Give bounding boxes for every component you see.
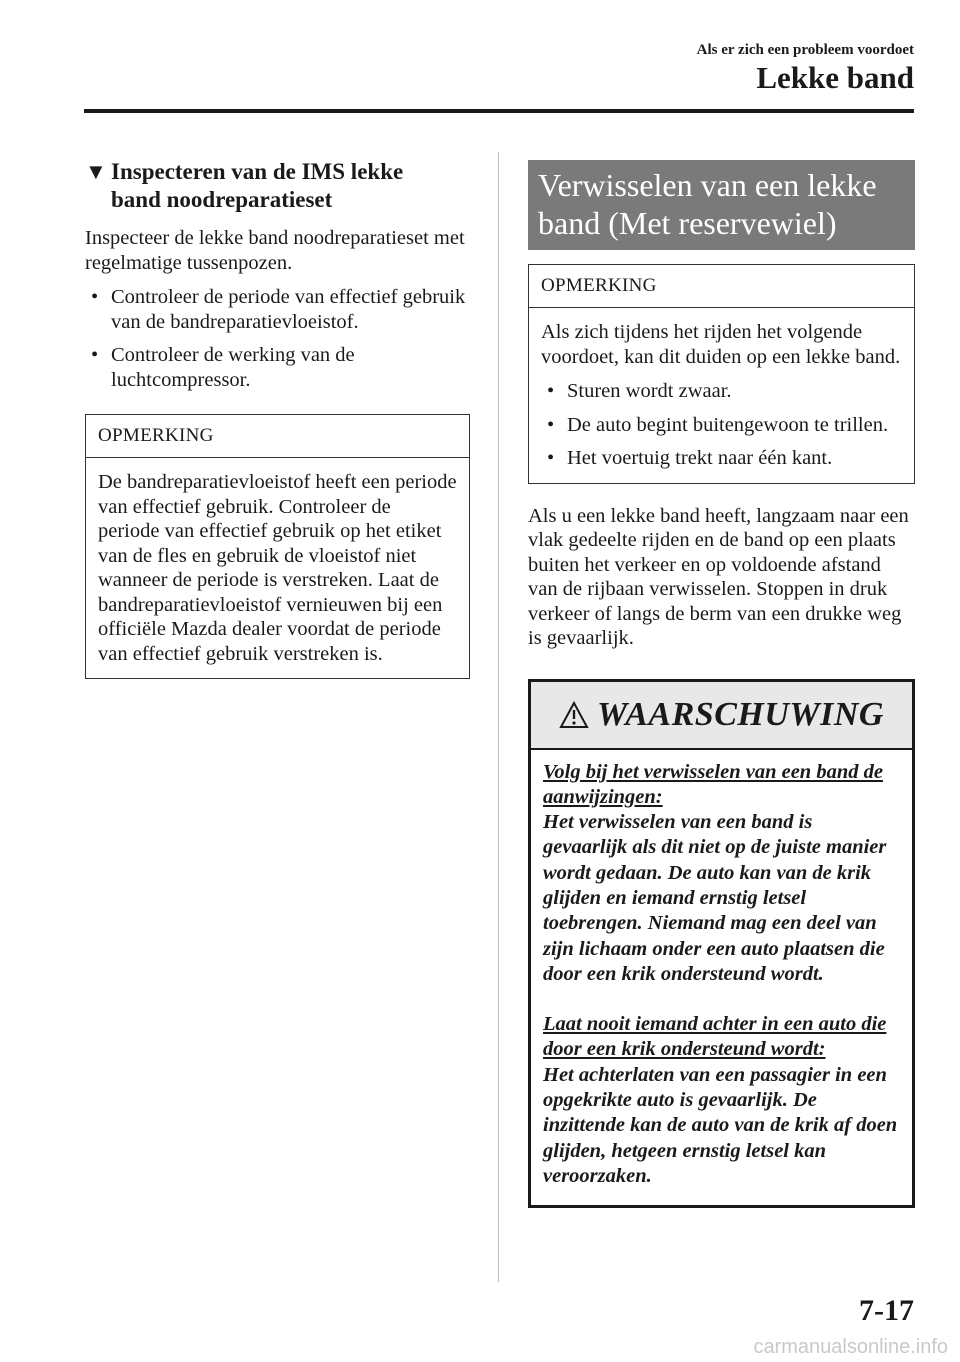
note-box bbox=[528, 264, 915, 484]
warning-heading-2: Laat nooit iemand achter in een auto die door een krik ondersteund wordt: bbox=[543, 1013, 887, 1061]
list-item-text: Controleer de periode van effectief gebruik van de bandreparatievloeistof. bbox=[111, 286, 466, 333]
page-number: 7-17 bbox=[859, 1294, 914, 1327]
bullet-list bbox=[541, 379, 902, 471]
list-item bbox=[541, 379, 902, 404]
warning-box bbox=[528, 679, 915, 1209]
section-heading-line1: Inspecteren van de IMS lekke bbox=[111, 159, 404, 184]
banner-line2: band (Met reservewiel) bbox=[538, 205, 837, 241]
warning-title: WAARSCHUWING bbox=[597, 695, 884, 733]
triangle-down-icon: ▼ bbox=[85, 159, 107, 184]
section-banner bbox=[528, 160, 915, 250]
column-divider bbox=[498, 152, 499, 1282]
right-column bbox=[528, 160, 915, 1208]
header-rule bbox=[84, 109, 914, 113]
warning-body bbox=[531, 750, 912, 1206]
note-text: De bandreparatievloeistof heeft een periode van effectief gebruik. Controleer de periode van effectief gebruik op het etiket van de fles en gebruik de vloeistof niet wanneer de periode is verstreken. Laat de bandreparatievloeistof vernieuwen bij een officiële Mazda dealer voordat de periode van effectief gebruik verstreken is. bbox=[98, 471, 457, 665]
bullet-icon: • bbox=[91, 344, 99, 366]
list-item-text: Controleer de werking van de luchtcompressor. bbox=[111, 344, 355, 391]
bullet-list bbox=[85, 285, 470, 392]
list-item bbox=[85, 343, 470, 392]
note-title: OPMERKING bbox=[86, 415, 469, 458]
note-text: Als zich tijdens het rijden het volgende voordoet, kan dit duiden op een lekke band. bbox=[541, 321, 901, 368]
warning-text-2: Het achterlaten van een passagier in een opgekrikte auto is gevaarlijk. De inzittende kan de auto van de krik af doen glijden, hetgeen ernstig letsel kan veroorzaken. bbox=[543, 1063, 898, 1187]
list-item bbox=[541, 446, 902, 471]
note-box bbox=[85, 414, 470, 679]
bullet-icon: • bbox=[91, 286, 99, 308]
note-title: OPMERKING bbox=[529, 265, 914, 308]
list-item-text: Het voertuig trekt naar één kant. bbox=[567, 447, 833, 469]
chapter-subtitle: Als er zich een probleem voordoet bbox=[696, 42, 914, 58]
bullet-icon: • bbox=[547, 447, 555, 469]
list-item-text: Sturen wordt zwaar. bbox=[567, 380, 732, 402]
section-heading bbox=[85, 158, 470, 214]
intro-text: Inspecteer de lekke band noodreparatieset met regelmatige tussenpozen. bbox=[85, 227, 465, 274]
list-item bbox=[85, 285, 470, 334]
bullet-icon: • bbox=[547, 380, 555, 402]
warning-heading-1: Volg bij het verwisselen van een band de aanwijzingen: bbox=[543, 760, 883, 808]
body-paragraph: Als u een lekke band heeft, langzaam naar een vlak gedeelte rijden en de band op een plaats buiten het verkeer en op voldoende afstand van de rijbaan verwisselen. Stoppen in druk verkeer of langs de berm van een drukke weg is gevaarlijk. bbox=[528, 504, 909, 649]
bullet-icon: • bbox=[547, 413, 555, 436]
list-item-text: De auto begint buitengewoon te trillen. bbox=[567, 413, 889, 436]
section-heading-line2: band noodreparatieset bbox=[111, 187, 333, 212]
chapter-title: Lekke band bbox=[756, 60, 914, 95]
left-column bbox=[85, 158, 470, 679]
watermark: carmanualsonline.info bbox=[753, 1336, 948, 1358]
list-item bbox=[541, 413, 902, 438]
warning-triangle-icon bbox=[559, 701, 589, 729]
warning-header bbox=[531, 682, 912, 750]
banner-line1: Verwisselen van een lekke bbox=[538, 167, 877, 203]
warning-text-1: Het verwisselen van een band is gevaarlijk als dit niet op de juiste manier wordt gedaan. De auto kan van de krik glijden en iemand ernstig letsel toebrengen. Niemand mag een deel van zijn lichaam onder een auto plaatsen die door een krik ondersteund wordt. bbox=[543, 811, 887, 985]
